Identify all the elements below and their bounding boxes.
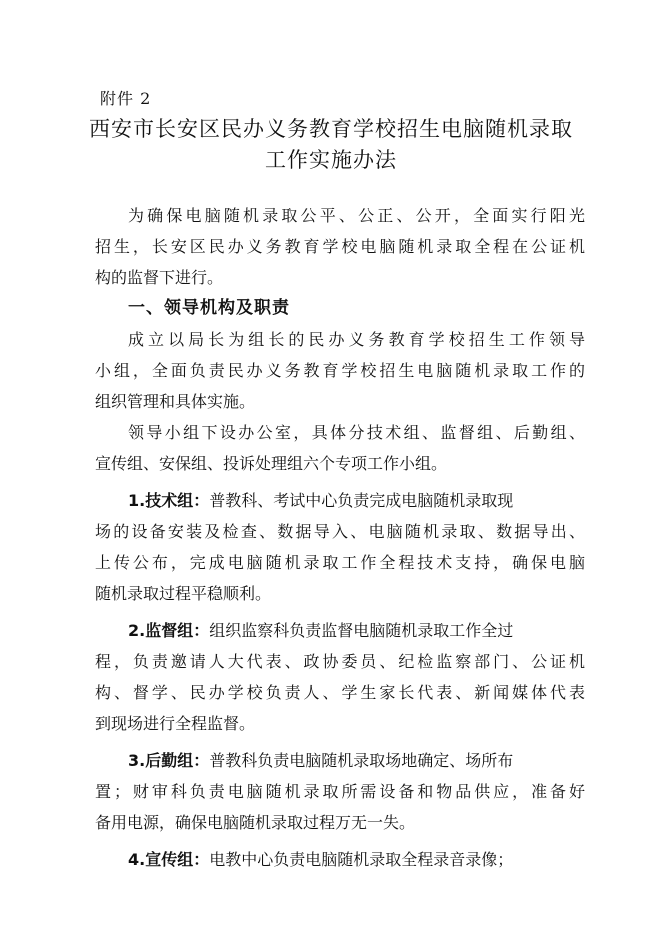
group-label: 2.监督组： xyxy=(128,621,210,640)
paragraph-tech-group xyxy=(95,485,585,609)
text-line: 成立以局长为组长的民办义务教育学校招生工作领导 xyxy=(128,330,585,349)
text-line: 组织管理和具体实施。 xyxy=(95,392,256,411)
text-line: 场的设备安装及检查、数据导入、电脑随机录取、数据导出、 xyxy=(95,522,585,541)
text-line: 宣传组、安保组、投诉处理组六个专项工作小组。 xyxy=(95,454,448,473)
group-text: 电教中心负责电脑随机录取全程录音录像； xyxy=(209,850,514,869)
intro-paragraph xyxy=(95,200,585,293)
text-line xyxy=(95,615,585,646)
paragraph-office xyxy=(95,417,585,479)
paragraph-supervision-group xyxy=(95,615,585,739)
text-line: 程，负责邀请人大代表、政协委员、纪检监察部门、公证机 xyxy=(95,652,585,671)
section-heading: 一、领导机构及职责 xyxy=(128,298,290,318)
paragraph-leadership xyxy=(95,324,585,417)
group-text: 组织监察科负责监督电脑随机录取工作全过 xyxy=(209,621,514,640)
document-body xyxy=(95,200,585,875)
text-line: 小组，全面负责民办义务教育学校招生电脑随机录取工作的 xyxy=(95,361,585,380)
text-line: 随机录取过程平稳顺利。 xyxy=(95,584,272,603)
text-line: 上传公布，完成电脑随机录取工作全程技术支持，确保电脑 xyxy=(95,553,585,572)
group-label: 3.后勤组： xyxy=(128,751,210,770)
section-1 xyxy=(95,293,585,324)
text-line: 备用电源，确保电脑随机录取过程万无一失。 xyxy=(95,813,416,832)
attachment-label: 附件 2 xyxy=(100,89,152,108)
text-line xyxy=(95,745,585,776)
paragraph-publicity-group xyxy=(95,844,585,875)
text-line: 构、督学、民办学校负责人、学生家长代表、新闻媒体代表 xyxy=(95,683,585,702)
text-line: 构的监督下进行。 xyxy=(95,268,224,287)
text-line: 置；财审科负责电脑随机录取所需设备和物品供应，准备好 xyxy=(95,782,585,801)
group-label: 4.宣传组： xyxy=(128,850,210,869)
document-title-line-1: 西安市长安区民办义务教育学校招生电脑随机录取 xyxy=(89,117,573,141)
text-line xyxy=(95,844,585,875)
text-line xyxy=(95,485,585,516)
text-line: 到现场进行全程监督。 xyxy=(95,714,256,733)
document-title-line-2: 工作实施办法 xyxy=(265,148,397,172)
text-line: 为确保电脑随机录取公平、公正、公开，全面实行阳光 xyxy=(128,206,585,225)
group-text: 普教科、考试中心负责完成电脑随机录取现 xyxy=(209,491,514,510)
group-label: 1.技术组： xyxy=(128,491,210,510)
group-text: 普教科负责电脑随机录取场地确定、场所布 xyxy=(209,751,514,770)
text-line: 领导小组下设办公室，具体分技术组、监督组、后勤组、 xyxy=(128,423,585,442)
text-line: 招生，长安区民办义务教育学校电脑随机录取全程在公证机 xyxy=(95,237,585,256)
paragraph-logistics-group xyxy=(95,745,585,838)
